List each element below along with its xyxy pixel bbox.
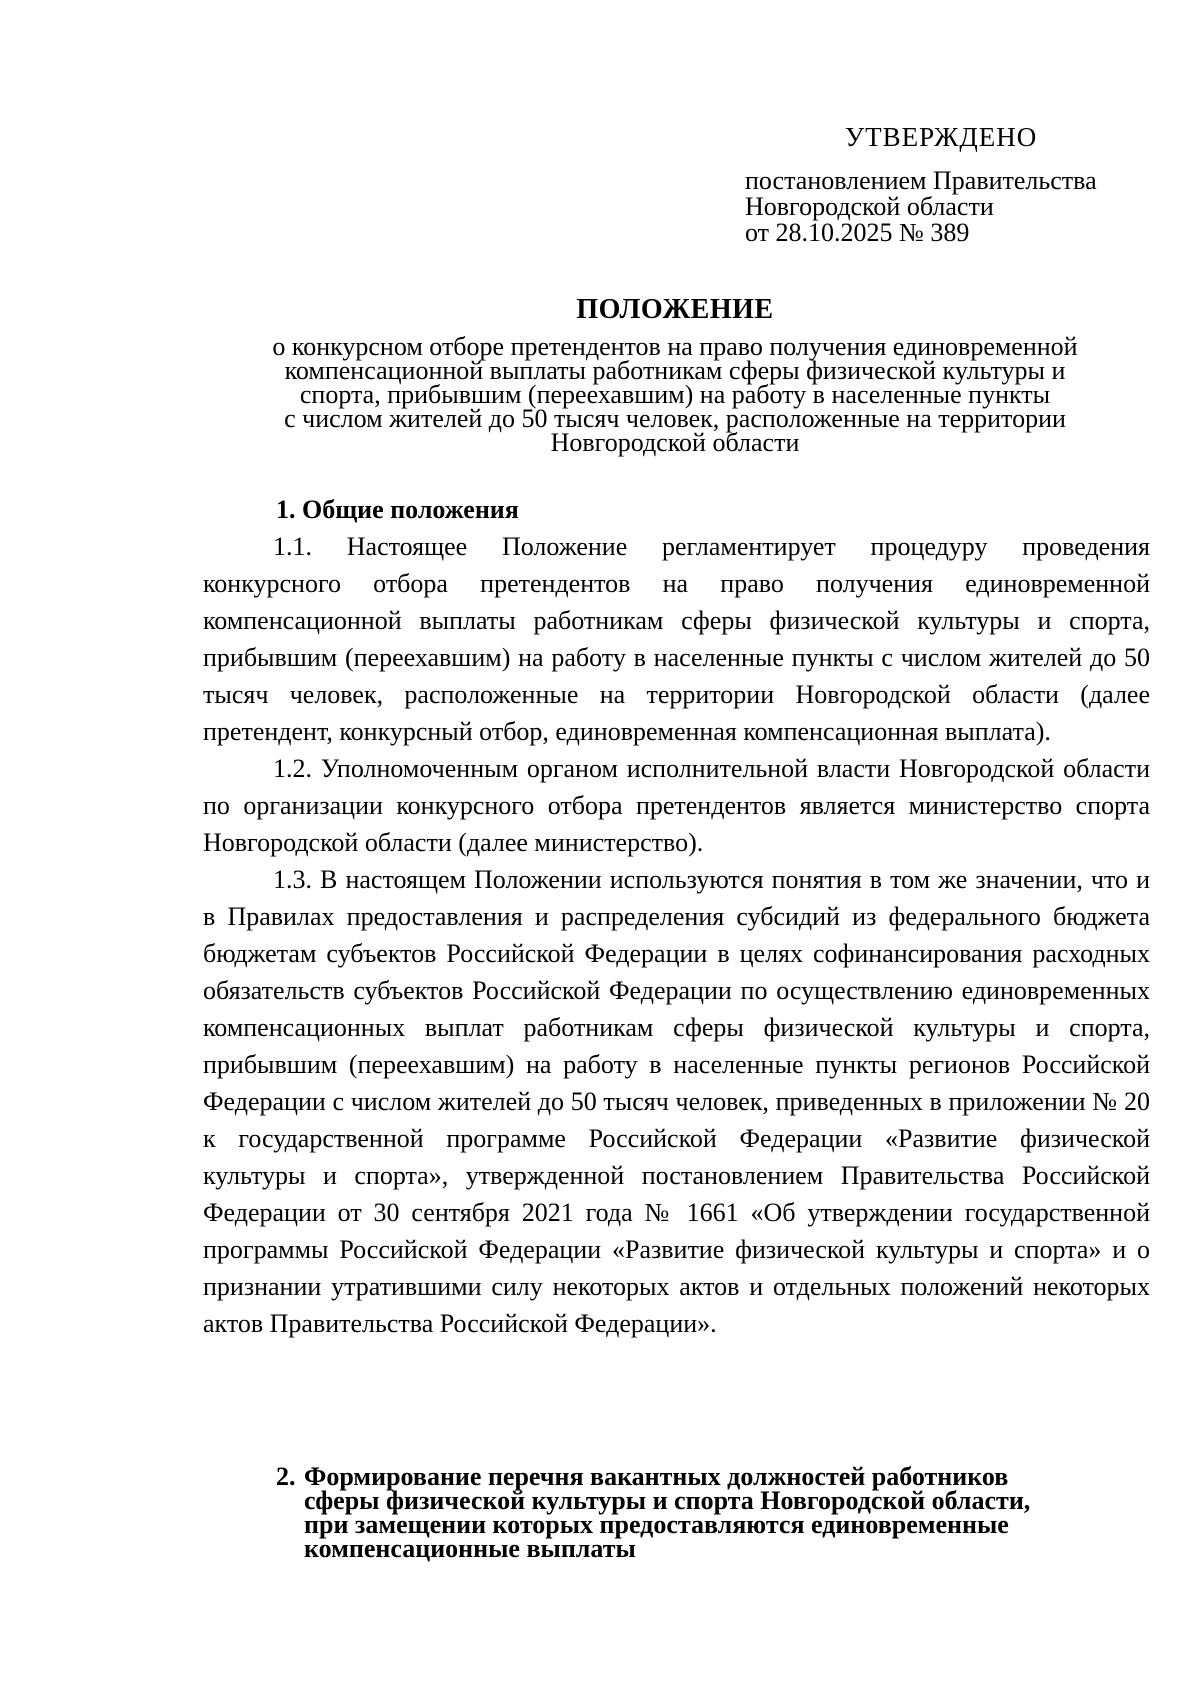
paragraph-1-3: 1.3. В настоящем Положении используются понятия в том же значении, что и в Правилах предоставления и распределения субсидий из федерального бюджета бюджетам субъектов Российской Федерации в целях софинансирования расходных обязательств субъектов Российской Федерации по осуществлению единовременных компенсационных выплат работникам сферы физической культуры и спорта, прибывшим (переехавшим) на работу в населенные пункты регионов Российской Федерации с числом жителей до 50 тысяч человек, приведенных в приложении № 20 к государственной программе Российской Федерации «Развитие физической культуры и спорта», утвержденной постановлением Правительства Российской Федерации от 30 сентября 2021 года № 1661 «Об утверждении государственной программы Российской Федерации «Развитие физической культуры и спорта» и о признании утратившими силу некоторых актов и отдельных положений некоторых актов Правительства Российской Федерации». [203, 865, 1150, 1338]
section-2-title-line: сферы физической культуры и спорта Новгородской области, [304, 1486, 1031, 1515]
section-2-title-line: компенсационные выплаты [304, 1534, 636, 1563]
subtitle-line: спорта, прибывшим (переехавшим) на работу в населенные пункты [299, 380, 1051, 409]
document-subtitle [200, 332, 1150, 457]
approval-title: УТВЕРЖДЕНО [845, 122, 1038, 152]
section-2-number: 2. [276, 1462, 296, 1491]
subtitle-line: Новгородской области [550, 428, 800, 457]
approval-stamp [745, 120, 1175, 246]
document-heading [200, 293, 1150, 455]
section-1 [203, 494, 1150, 1342]
approval-line-1: постановлением Правительства [745, 166, 1097, 195]
approval-line-2: Новгородской области [745, 192, 994, 221]
subtitle-line: с числом жителей до 50 тысяч человек, расположенные на территории [284, 404, 1066, 433]
approval-line-3: от 28.10.2025 № 389 [745, 218, 970, 247]
document-title: ПОЛОЖЕНИЕ [576, 294, 774, 325]
section-2-title-line: Формирование перечня вакантных должностей работников [304, 1462, 1009, 1491]
subtitle-line: компенсационной выплаты работникам сферы физической культуры и [284, 356, 1066, 385]
section-1-heading: 1. Общие положения [276, 495, 519, 524]
section-2-title [304, 1462, 1116, 1563]
paragraph-1-1: 1.1. Настоящее Положение регламентирует процедуру проведения конкурсного отбора претендентов на право получения единовременной компенсационной выплаты работникам сферы физической культуры и спорта, прибывшим (переехавшим) на работу в населенные пункты с числом жителей до 50 тысяч человек, расположенные на территории Новгородской области (далее претендент, конкурсный отбор, единовременная компенсационная выплата). [203, 532, 1150, 746]
paragraph-1-2: 1.2. Уполномоченным органом исполнительной власти Новгородской области по организации конкурсного отбора претендентов является министерство спорта Новгородской области (далее министерство). [203, 754, 1150, 857]
section-2-title-line: при замещении которых предоставляются единовременные [304, 1510, 1009, 1539]
section-2-heading [276, 1462, 1116, 1563]
subtitle-line: о конкурсном отборе претендентов на право получения единовременной [272, 332, 1078, 361]
